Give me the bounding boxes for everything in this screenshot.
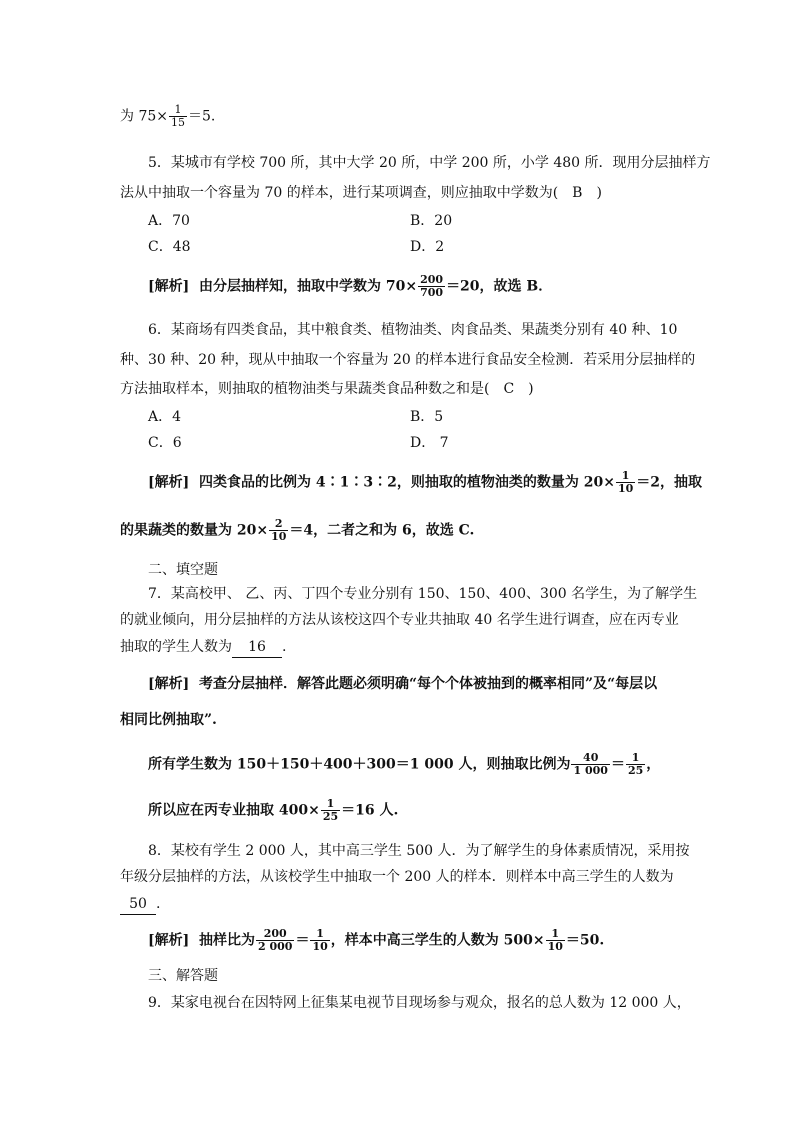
fraction: $\frac{1}{10}$ — [547, 927, 563, 953]
fraction: $\frac{1}{25}$ — [627, 751, 644, 777]
q7-stem-line2: 的就业倾向，用分层抽样的方法从该校这四个专业共抽取 40 名学生进行调查，应在丙专业 — [120, 612, 679, 628]
fraction: $\frac{200}{2 000}$ — [258, 927, 293, 953]
q7-stem-line3: 抽取的学生人数为 16 . — [120, 637, 286, 658]
fraction: $\frac{40}{1 000}$ — [573, 751, 608, 777]
fraction: $\frac{200}{700}$ — [420, 273, 444, 299]
q6-stem-line3: 方法抽取样本，则抽取的植物油类与果蔬类食品种数之和是( C ) — [120, 381, 534, 397]
analysis-tag: [解析] — [148, 932, 190, 949]
analysis-tag: [解析] — [148, 676, 190, 692]
fraction: $\frac{1}{15}$ — [171, 103, 185, 129]
fraction: $\frac{1}{10}$ — [617, 469, 634, 495]
q8-analysis: [解析] 抽样比为 $\frac{200}{2 000}$ ＝ $\frac{1}{10}$ ，样本中高三学生的人数为 500× $\frac{1}{10}$ ＝50. — [148, 927, 605, 953]
q5-analysis: [解析] 由分层抽样知，抽取中学数为 70× $\frac{200}{700}$ ＝20，故选 B． — [148, 273, 553, 299]
answer-blank: 16 — [232, 637, 282, 658]
q6-option-b: B．5 — [410, 409, 444, 425]
q6-stem-line2: 种、30 种、20 种，现从中抽取一个容量为 20 的样本进行食品安全检测．若采用分层抽样的 — [120, 352, 696, 368]
section-heading-fill-in: 二、填空题 — [148, 562, 218, 578]
q6-analysis-line1: [解析] 四类食品的比例为 4∶1∶3∶2，则抽取的植物油类的数量为 20× $\frac{1}{10}$ ＝2，抽取 — [148, 469, 702, 495]
q6-option-d: D． 7 — [410, 435, 449, 451]
analysis-tag: [解析] — [148, 278, 190, 295]
answer-blank: 50 — [120, 894, 156, 915]
q6-analysis-line2: 的果蔬类的数量为 20× $\frac{2}{10}$ ＝4，二者之和为 6，故选 C. — [120, 517, 475, 543]
q7-analysis-line3: 所有学生数为 150＋150＋400＋300＝1 000 人，则抽取比例为 $\frac{40}{1 000}$ ＝ $\frac{1}{25}$ ， — [148, 751, 661, 777]
q6-option-c: C．6 — [148, 435, 182, 451]
q5-stem-line1: 5．某城市有学校 700 所，其中大学 20 所，中学 200 所，小学 480 所．现用分层抽样方 — [148, 155, 711, 171]
q8-stem-line2: 年级分层抽样的方法，从该校学生中抽取一个 200 人的样本．则样本中高三学生的人数为 — [120, 869, 674, 885]
q5-option-d: D．2 — [410, 239, 445, 255]
section-heading-solve: 三、解答题 — [148, 968, 218, 984]
q5-option-c: C．48 — [148, 239, 191, 255]
q8-stem-line3: 50 . — [120, 894, 160, 915]
q5-stem-line2: 法从中抽取一个容量为 70 的样本，进行某项调查，则应抽取中学数为( B ) — [120, 185, 602, 201]
q8-stem-line1: 8．某校有学生 2 000 人，其中高三学生 500 人．为了解学生的身体素质情况，采用按 — [148, 843, 690, 859]
analysis-tag: [解析] — [148, 474, 190, 491]
fraction: $\frac{2}{10}$ — [271, 517, 287, 543]
q7-stem-line1: 7．某高校甲、 乙、丙、丁四个专业分别有 150、150、400、300 名学生，为了解学生 — [148, 586, 698, 602]
q7-analysis-line4: 所以应在丙专业抽取 400× $\frac{1}{25}$ ＝16 人. — [148, 797, 399, 823]
q7-analysis-line2: 相同比例抽取”. — [120, 712, 217, 728]
q9-stem-line1: 9．某家电视台在因特网上征集某电视节目现场参与观众，报名的总人数为 12 000 人， — [148, 995, 691, 1011]
q7-analysis-line1: [解析] 考查分层抽样．解答此题必须明确“每个个体被抽到的概率相同”及“每层以 — [148, 676, 658, 692]
q5-option-a: A．70 — [148, 213, 190, 229]
q6-option-a: A．4 — [148, 409, 182, 425]
continuation-line: 为 75× $\frac{1}{15}$ ＝5. — [120, 103, 216, 129]
fraction: $\frac{1}{10}$ — [312, 927, 328, 953]
fraction: $\frac{1}{25}$ — [322, 797, 339, 823]
q6-stem-line1: 6．某商场有四类食品，其中粮食类、植物油类、肉食品类、果蔬类分别有 40 种、10 — [148, 322, 678, 338]
q5-option-b: B．20 — [410, 213, 453, 229]
